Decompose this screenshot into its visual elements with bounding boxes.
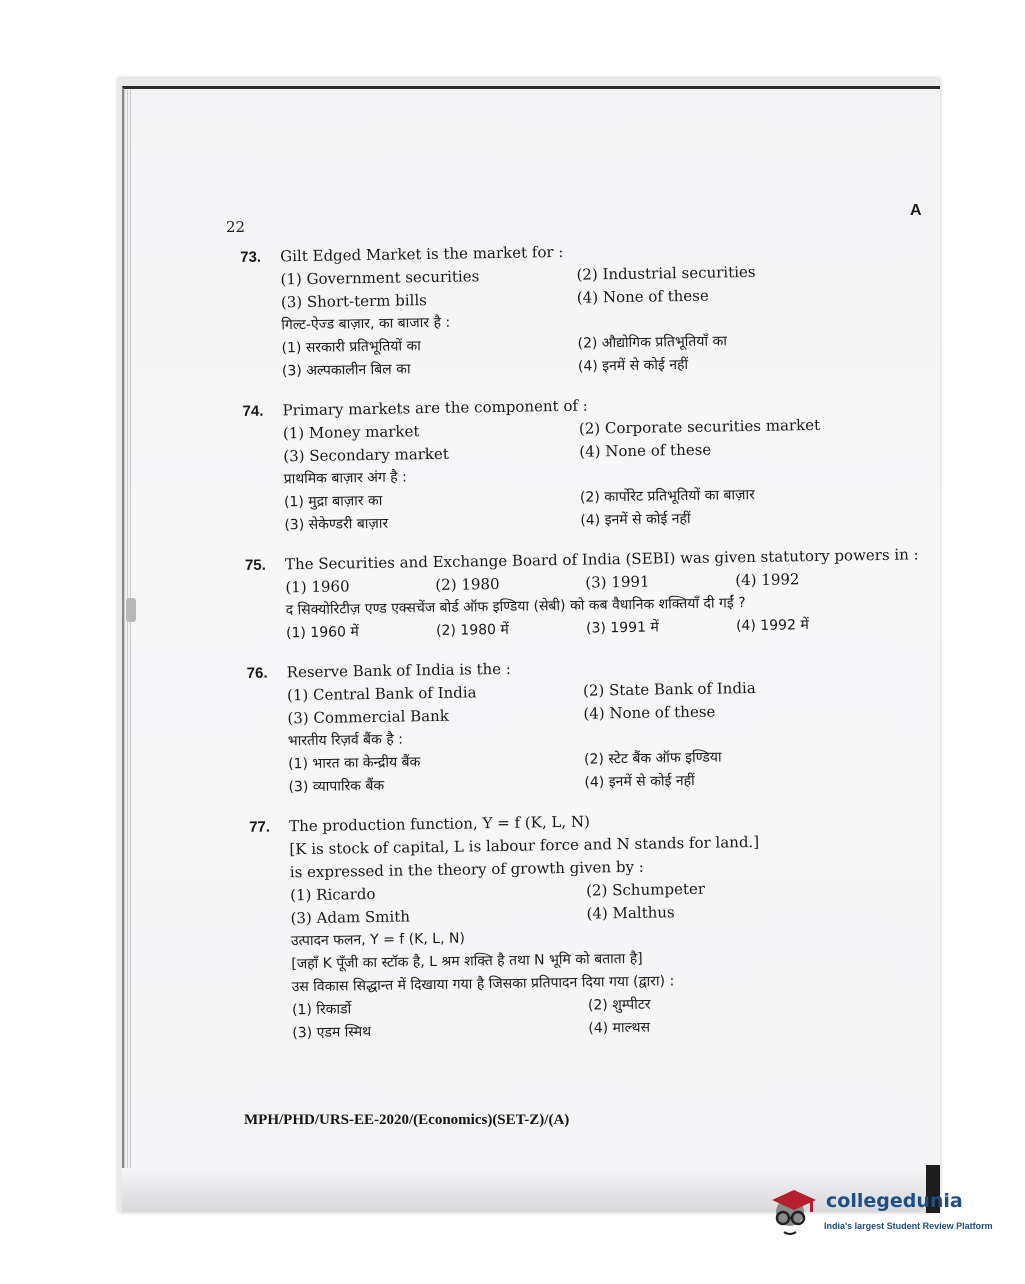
watermark-tagline: India's largest Student Review Platform: [824, 1221, 993, 1231]
question-number: 77.: [249, 818, 271, 836]
question-text-hi: भारतीय रिज़र्व बैंक है :: [287, 731, 404, 750]
question-76: [247, 651, 939, 800]
question-number: 74.: [242, 402, 264, 420]
question-text-hi: द सिक्योरिटीज़ एण्ड एक्सचेंज बोर्ड ऑफ इण्डिया (सेबी) को कब वैधानिक शक्तियाँ दी गईं ?: [285, 595, 746, 619]
page-stack-edge: [124, 90, 132, 1200]
option-3-hi: (3) व्यापारिक बैंक: [288, 777, 385, 796]
option-4-en: (4) Malthus: [586, 903, 675, 923]
question-text-en: The production function, Y = f (K, L, N): [288, 812, 591, 836]
option-3-en: (3) Short-term bills: [280, 291, 428, 312]
option-4-hi: (4) इनमें से कोई नहीं: [577, 356, 689, 375]
questions-section: [240, 235, 943, 1062]
set-letter: A: [910, 202, 922, 219]
option-1-hi: (1) सरकारी प्रतिभूतियों का: [281, 338, 421, 357]
option-4-hi: (4) इनमें से कोई नहीं: [584, 772, 695, 791]
option-4-en: (4) None of these: [579, 440, 712, 461]
option-2-hi: (2) स्टेट बैंक ऑफ इण्डिया: [583, 749, 722, 768]
question-text-en-line-3: is expressed in the theory of growth given by :: [289, 857, 644, 882]
option-1-hi: (1) भारत का केन्द्रीय बैंक: [288, 754, 421, 773]
options-hi: [292, 989, 943, 1045]
option-1-en: (1) Government securities: [280, 267, 480, 289]
question-text-en: Gilt Edged Market is the market for :: [280, 242, 564, 266]
question-text-en: The Securities and Exchange Board of India (SEBI) was given statutory powers in :: [284, 545, 919, 574]
option-3-en: (3) Secondary market: [283, 444, 449, 466]
option-3-en: (3) 1991: [585, 572, 650, 592]
question-text-hi: गिल्ट-ऐज्ड बाज़ार, का बाजार है :: [281, 314, 451, 334]
page-footer-code: MPH/PHD/URS-EE-2020/(Economics)(SET-Z)/(A): [244, 1112, 570, 1128]
option-4-en: (4) None of these: [583, 702, 716, 723]
watermark-brand: collegedunia: [826, 1190, 963, 1212]
option-3-hi: (3) 1991 में: [585, 619, 659, 637]
option-3-en: (3) Adam Smith: [290, 907, 411, 928]
option-1-hi: (1) रिकार्डो: [291, 1001, 352, 1019]
graduate-mascot-icon: [766, 1184, 822, 1242]
question-74: [242, 389, 934, 538]
question-75: [245, 543, 936, 646]
option-2-hi: (2) कार्पोरेट प्रतिभूतियों का बाज़ार: [579, 486, 755, 506]
option-4-hi: (4) माल्थस: [588, 1019, 651, 1037]
option-3-en: (3) Commercial Bank: [287, 706, 449, 728]
option-3-hi: (3) सेकेण्डरी बाज़ार: [284, 515, 389, 534]
question-77: [249, 805, 943, 1046]
page-number: 22: [226, 218, 246, 236]
question-number: 73.: [240, 248, 262, 266]
option-4-hi: (4) इनमें से कोई नहीं: [580, 510, 691, 529]
question-number: 75.: [244, 556, 267, 574]
option-4-en: (4) None of these: [576, 286, 709, 307]
option-3-hi: (3) अल्पकालीन बिल का: [281, 361, 411, 380]
options-hi: [288, 743, 939, 799]
option-1-en: (1) Central Bank of India: [286, 683, 477, 705]
option-1-hi: (1) मुद्रा बाज़ार का: [283, 492, 383, 511]
option-1-en: (1) 1960: [285, 577, 350, 597]
question-number: 76.: [246, 664, 268, 682]
option-2-hi: (2) औद्योगिक प्रतिभूतियाँ का: [577, 333, 728, 352]
collegedunia-watermark: [766, 1184, 996, 1244]
options-hi: [281, 327, 932, 383]
question-text-hi: प्राथमिक बाज़ार अंग है :: [283, 469, 407, 488]
option-2-en: (2) Schumpeter: [586, 879, 706, 900]
option-2-en: (2) State Bank of India: [582, 678, 756, 700]
option-2-en: (2) Corporate securities market: [578, 415, 821, 438]
question-text-hi: उत्पादन फलन, Y = f (K, L, N): [290, 930, 466, 950]
option-4-hi: (4) 1992 में: [735, 617, 809, 635]
option-1-en: (1) Money market: [282, 422, 420, 443]
option-2-en: (2) Industrial securities: [576, 262, 756, 284]
option-2-en: (2) 1980: [435, 574, 500, 594]
option-2-hi: (2) 1980 में: [435, 621, 509, 639]
options-hi: [284, 481, 935, 537]
question-text-en: Primary markets are the component of :: [282, 396, 588, 420]
option-1-hi: (1) 1960 में: [285, 624, 359, 642]
option-4-en: (4) 1992: [735, 570, 800, 590]
staple-mark: [126, 598, 136, 622]
question-text-en-line-2: [K is stock of capital, L is labour force and N stands for land.]: [289, 832, 760, 859]
question-text-hi-line-3: उस विकास सिद्धान्त में दिखाया गया है जिसका प्रतिपादन दिया गया (द्वारा) :: [291, 973, 675, 996]
option-3-hi: (3) एडम स्मिथ: [292, 1024, 372, 1042]
option-1-en: (1) Ricardo: [290, 884, 376, 905]
question-73: [240, 235, 932, 384]
question-text-en: Reserve Bank of India is the :: [286, 659, 512, 682]
option-2-hi: (2) शुम्पीटर: [587, 996, 651, 1014]
question-text-hi-line-2: [जहाँ K पूँजी का स्टॉक है, L श्रम शक्ति है तथा N भूमि को बताता है]: [291, 950, 643, 973]
